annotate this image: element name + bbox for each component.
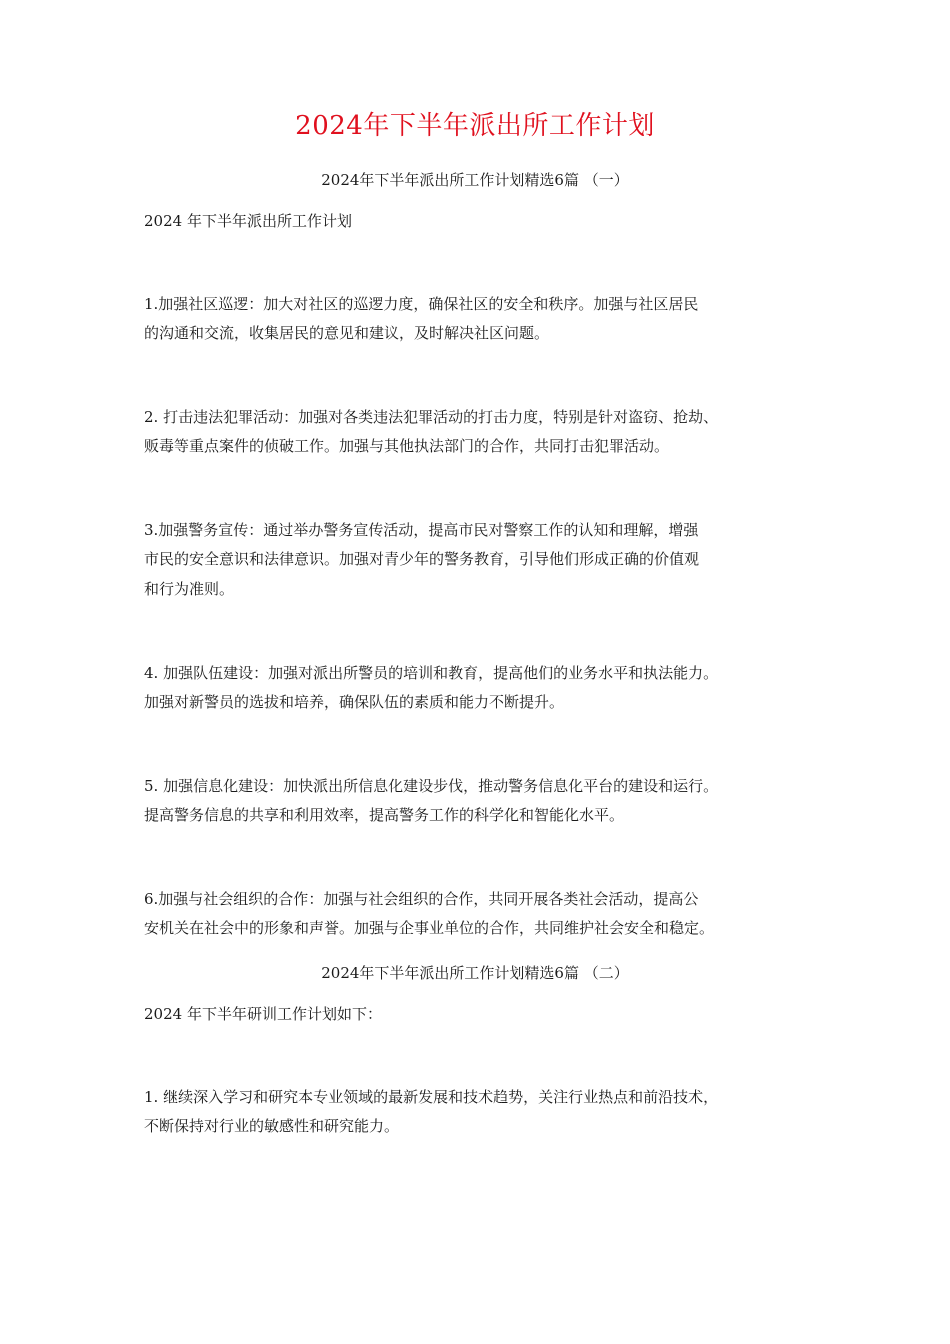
item-line: 和行为准则。	[144, 580, 235, 598]
section-2-heading: 2024年下半年派出所工作计划精选6篇 （二）	[321, 964, 629, 982]
item-line: 6.加强与社会组织的合作：加强与社会组织的合作，共同开展各类社会活动，提高公	[144, 890, 699, 908]
document-title: 2024年下半年派出所工作计划	[295, 111, 655, 141]
item-line: 贩毒等重点案件的侦破工作。加强与其他执法部门的合作，共同打击犯罪活动。	[144, 437, 670, 455]
item-line: 2. 打击违法犯罪活动：加强对各类违法犯罪活动的打击力度，特别是针对盗窃、抢劫、	[144, 408, 719, 426]
item-line: 3.加强警务宣传：通过举办警务宣传活动，提高市民对警察工作的认知和理解，增强	[144, 521, 699, 539]
item-line: 1. 继续深入学习和研究本专业领域的最新发展和技术趋势，关注行业热点和前沿技术，	[144, 1088, 719, 1106]
item-line: 4. 加强队伍建设：加强对派出所警员的培训和教育，提高他们的业务水平和执法能力。	[144, 664, 719, 682]
item-line: 5. 加强信息化建设：加快派出所信息化建设步伐，推动警务信息化平台的建设和运行。	[144, 777, 719, 795]
item-line: 1.加强社区巡逻：加大对社区的巡逻力度，确保社区的安全和秩序。加强与社区居民	[144, 295, 699, 313]
section-1-heading: 2024年下半年派出所工作计划精选6篇 （一）	[321, 171, 629, 189]
item-line: 提高警务信息的共享和利用效率，提高警务工作的科学化和智能化水平。	[144, 806, 625, 824]
item-line: 不断保持对行业的敏感性和研究能力。	[144, 1117, 400, 1135]
item-line: 市民的安全意识和法律意识。加强对青少年的警务教育，引导他们形成正确的价值观	[144, 550, 700, 568]
item-line: 加强对新警员的选拔和培养，确保队伍的素质和能力不断提升。	[144, 693, 565, 711]
item-line: 安机关在社会中的形象和声誉。加强与企事业单位的合作，共同维护社会安全和稳定。	[144, 919, 715, 937]
section-1-intro: 2024 年下半年派出所工作计划	[144, 212, 352, 230]
item-line: 的沟通和交流，收集居民的意见和建议，及时解决社区问题。	[144, 324, 550, 342]
section-2-intro: 2024 年下半年研训工作计划如下：	[144, 1005, 382, 1023]
